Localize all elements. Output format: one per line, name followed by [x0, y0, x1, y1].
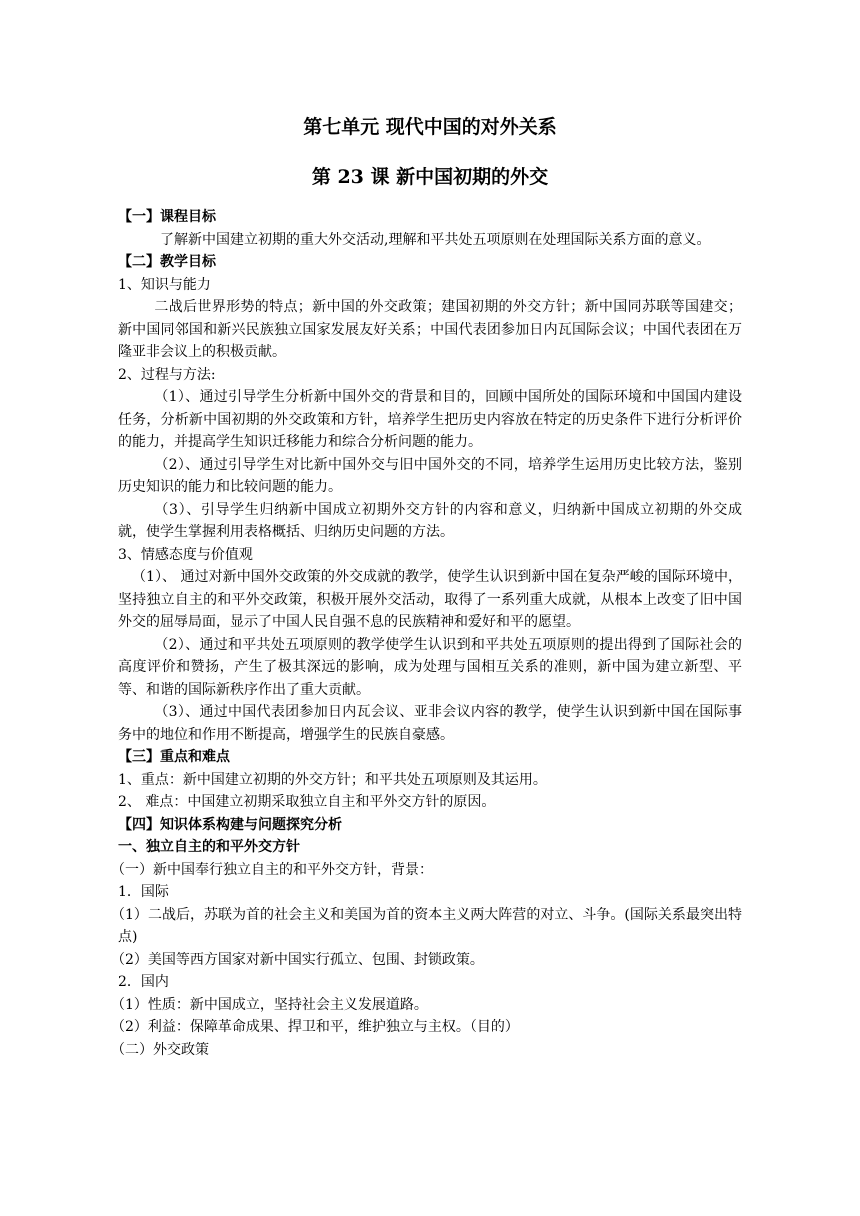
- outline-item-domestic-1: （1）性质：新中国成立，坚持社会主义发展道路。: [111, 996, 428, 1013]
- subheading-emotion: 3、情感态度与价值观: [118, 546, 253, 563]
- outline-item-policy: （二）外交政策: [111, 1041, 209, 1058]
- unit-title: 第七单元 现代中国的对外关系: [303, 116, 557, 138]
- lesson-title: 第 23 课 新中国初期的外交: [311, 166, 549, 188]
- section-heading-course-goal: 【一】课程目标: [118, 209, 216, 225]
- outline-item-domestic: 2．国内: [118, 974, 169, 990]
- emotion-text-3: （3）、通过中国代表团参加日内瓦会议、亚非会议内容的教学，使学生认识到新中国在国际事务中的地位和作用不断提高，增强学生的民族自豪感。: [118, 704, 742, 743]
- knowledge-text: 二战后世界形势的特点；新中国的外交政策；建国初期的外交方针；新中国同苏联等国建交；新中国同邻国和新兴民族独立国家发展友好关系；中国代表团参加日内瓦国际会议；中国代表团在万隆亚非会议上的积极贡献。: [118, 299, 742, 360]
- emotion-text-1: （1）、 通过对新中国外交政策的外交成就的教学，使学生认识到新中国在复杂严峻的国际环境中，坚持独立自主的和平外交政策，积极开展外交活动，取得了一系列重大成就，从根本上改变了旧中国外交的屈辱局面，显示了中国人民自强不息的民族精神和爱好和平的愿望。: [118, 569, 742, 630]
- emotion-text-2: （2）、通过和平共处五项原则的教学使学生认识到和平共处五项原则的提出得到了国际社会的高度评价和赞扬，产生了极其深远的影响，成为处理与国相互关系的准则，新中国为建立新型、平等、和谐的国际新秩序作出了重大贡献。: [118, 636, 742, 698]
- outline-item-international-1: （1）二战后，苏联为首的社会主义和美国为首的资本主义两大阵营的对立、斗争。(国际关系最突出特点): [111, 906, 742, 945]
- outline-item-domestic-2: （2）利益：保障革命成果、捍卫和平，维护独立与主权。（目的）: [111, 1019, 519, 1035]
- document-page: [111, 112, 742, 1061]
- method-text-3: （3）、引导学生归纳新中国成立初期外交方针的内容和意义，归纳新中国成立初期的外交成就，使学生掌握利用表格概括、归纳历史问题的方法。: [118, 501, 742, 540]
- subheading-method: 2、过程与方法:: [118, 366, 216, 383]
- difficulty-text: 2、 难点：中国建立初期采取独立自主和平外交方针的原因。: [118, 794, 496, 810]
- outline-item-international-2: （2）美国等西方国家对新中国实行孤立、包围、封锁政策。: [111, 951, 484, 968]
- section-heading-knowledge-system: 【四】知识体系构建与问题探究分析: [118, 816, 342, 833]
- outline-item-background: （一）新中国奉行独立自主的和平外交方针，背景：: [111, 861, 433, 878]
- method-text-2: （2）、通过引导学生对比新中国外交与旧中国外交的不同，培养学生运用历史比较方法，鉴别历史知识的能力和比较问题的能力。: [118, 456, 742, 495]
- section-heading-key-points: 【三】重点和难点: [118, 749, 230, 765]
- subsection-heading-foreign-policy: 一、独立自主的和平外交方针: [118, 839, 300, 855]
- outline-item-international: 1．国际: [118, 884, 169, 900]
- section-heading-teaching-goal: 【二】教学目标: [118, 254, 216, 270]
- course-goal-text: 了解新中国建立初期的重大外交活动,理解和平共处五项原则在处理国际关系方面的意义。: [160, 231, 711, 248]
- key-point-text: 1、重点：新中国建立初期的外交方针；和平共处五项原则及其运用。: [118, 771, 547, 788]
- method-text-1: （1）、通过引导学生分析新中国外交的背景和目的，回顾中国所处的国际环境和中国国内建设任务，分析新中国初期的外交政策和方针，培养学生把历史内容放在特定的历史条件下进行分析评价的能力，并提高学生知识迁移能力和综合分析问题的能力。: [118, 389, 742, 450]
- subheading-knowledge: 1、知识与能力: [118, 276, 211, 293]
